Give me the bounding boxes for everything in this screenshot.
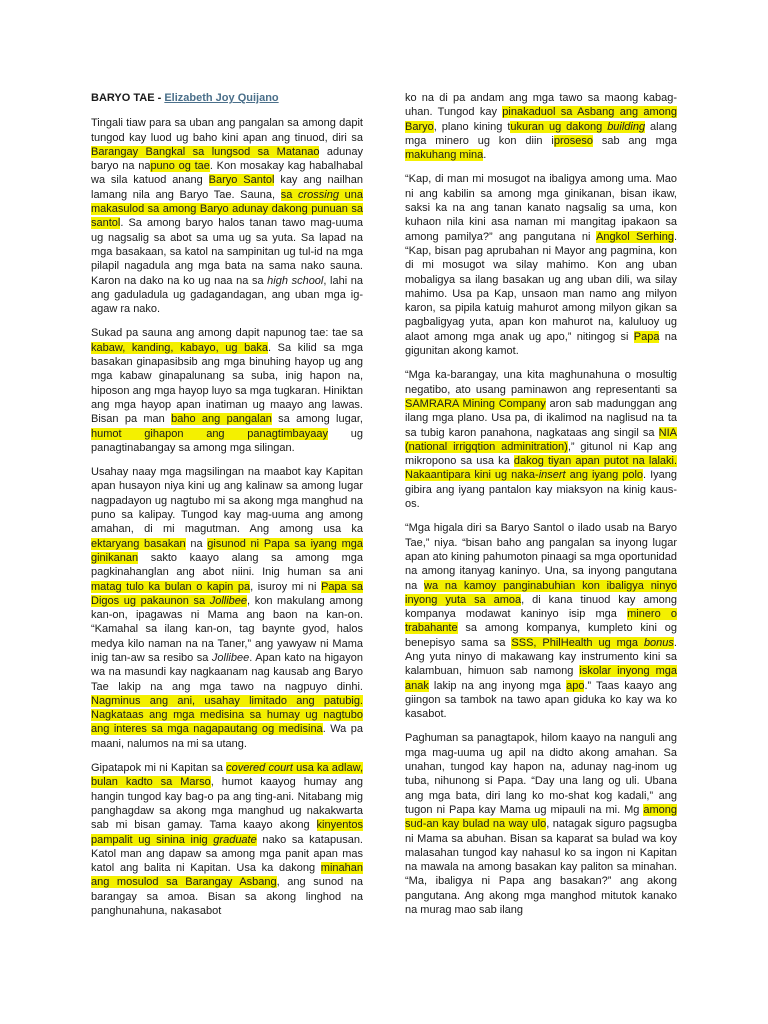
text-segment: , plano kining t — [433, 120, 511, 133]
highlighted-text: makuhang mina — [405, 149, 484, 162]
text-segment: . “Kap, bisan pag aprubahan ni Mayor ang pagmina, kon di mi mosugot wa silay mahimo. Kon ang uban mobaligya sa ilang basakan ug ang uban dili, wa silay mahimo. Usa pa Kap, unsaon man namo ang milyon karon, sa pipila katuig mahurot among milyon gikan sa pagbaligyag yuta, apan kon mahurot na, kaluluoy ug alaot among mga anak ug apo,” nitingog si — [405, 230, 677, 343]
text-segment: . Ang yuta ninyo di makawang kay instrumento kini sa kalambuan, himuon sab namong — [405, 636, 677, 678]
paragraph — [91, 326, 363, 455]
highlighted-text: matag tulo ka bulan o kapin pa — [91, 580, 251, 593]
paragraph — [91, 761, 363, 918]
highlighted-text: ukuran ug dakong — [510, 120, 608, 133]
text-segment: Sukad pa sauna ang among dapit napunog tae: tae sa — [91, 327, 363, 340]
text-segment: lakip na ang inyong mga — [428, 679, 567, 692]
highlighted-text: ang iyang polo — [565, 469, 644, 482]
highlighted-text: usa ka adlaw, bulan kadto sa Marso — [91, 762, 363, 789]
highlighted-text: crossing — [298, 188, 339, 201]
highlighted-text: baho ang pangalan — [171, 413, 272, 426]
text-segment: Usahay naay mga magsilingan na maabot kay Kapitan apan husayon niya kini ug ang kalinaw sa among lugar nagpadayon ug nagtubo mi sa akong mga manghud na puno sa kalipay. Tungod kay mag-uuma ang among amahan, di mi magutman. Ang among usa ka — [91, 466, 363, 536]
paragraph — [405, 172, 677, 358]
article-header — [91, 91, 363, 105]
highlighted-text: sa — [280, 188, 298, 201]
highlighted-text: kinyentos pampalit ug sinina inig — [91, 819, 363, 846]
highlighted-text: building — [607, 120, 646, 133]
text-segment: sa among lugar, — [271, 413, 363, 426]
highlighted-text: Baryo Santol — [208, 174, 275, 187]
highlighted-text: proseso — [553, 134, 593, 147]
text-segment: Gipatapok mi ni Kapitan sa — [91, 762, 227, 775]
highlighted-text: dakog tiyan apan putot na lalaki. Nakaantipara kini ug naka- — [405, 455, 678, 482]
paragraph — [91, 465, 363, 751]
highlighted-text: Papa sa Digos ug pakaunon sa — [91, 580, 364, 607]
text-segment: Jollibee — [211, 651, 250, 664]
text-segment: adunay baryo na na — [91, 145, 363, 173]
highlighted-text: minero o trabahante — [405, 608, 678, 635]
text-segment: . Apan kato na higayon wa na masundi kay nagkaanam nag kausab ang Baryo Tae lakip na ang mga tawo na nagpuyo dinhi. — [91, 651, 363, 693]
text-segment: na gigunitan akong kamot. — [405, 330, 677, 358]
paragraph — [405, 521, 677, 721]
text-segment: . — [483, 149, 487, 162]
highlighted-text: among sud-an kay bulad na way ulo — [405, 803, 677, 831]
left-column — [91, 91, 363, 928]
text-segment: .” Taas kaayo ang giingon sa tambok na tawo apan giduka ko kay wa ko kasabot. — [405, 679, 677, 721]
text-segment: , kon makulang among kan-on, ipagawas ni Mama ang baon na kan-on. “Kamahal sa ilang kan-on, tag baynte gyod, halos medya kilo naman na na Taner,” ang yawyaw ni Mama inig tan-aw sa resibo sa — [91, 594, 363, 664]
text-segment: , lahi na ang gaduladula ug gadagandagan, ang uban mga ig-agaw ra nako. — [91, 274, 363, 316]
highlighted-text: Jollibee — [209, 594, 248, 607]
text-segment: aron sab madunggan ang ilang mga plano. Usa pa, di ikalimod na naglisud na ta sa tubig karon panahona, nagkataas ang singil sa — [405, 397, 677, 439]
text-segment: sab ang mga — [592, 134, 678, 147]
highlighted-text: covered court — [226, 762, 293, 775]
highlighted-text: Angkol Serhing — [596, 230, 674, 243]
highlighted-text: pinakaduol sa Asbang ang among Baryo — [405, 106, 677, 133]
text-segment: Paghuman sa panagtapok, hilom kaayo na nanguli ang mga mag-uuma ug apil na didto akong amahan. Sa unahan, tungod kay hapon na, adunay nag-inom ug tuba, nihunong si Papa. “Day una lang og uli. Ubana ang mga bata, diri lang ko mo-shat kog kadali,” ang tugon ni Papa kay Mama ug mipauli na mi. Mg — [405, 732, 677, 816]
highlighted-text: kabaw, kanding, kabayo, ug baka — [91, 341, 268, 354]
highlighted-text: Papa — [633, 330, 660, 343]
text-segment: alang mga minero ug kon diin i — [405, 120, 677, 147]
highlighted-text: Barangay Bangkal sa lungsod sa Matanao — [91, 145, 320, 158]
text-segment: ,” gitunol ni Kap ang mikropono sa usa ka — [405, 440, 677, 468]
text-segment: sa among kompanya, kumpleto kini og benepisyo sama sa — [405, 622, 677, 649]
text-segment: , ang sunod na barangay sa amoa. Bisan sa akong linghod na panghunahuna, nakasabot — [91, 876, 364, 918]
text-segment: . Wa pa maani, nalumos na mi sa utang. — [91, 723, 364, 750]
highlighted-text: wa na kamoy panginabuhian kon ibaligya ninyo inyong yuta sa amoa — [405, 579, 677, 606]
text-segment: , humot kaayog humay ang hangin tungod kay bag-o pa ang ting-ani. Nitabang mig panghagdaw sa akong mga manghud ug nakakwarta sab mi bisan gamay. Tama kaayo akong — [91, 776, 363, 832]
highlighted-text: SSS, PhilHealth ug mga — [511, 636, 644, 649]
text-segment: . Kon mosakay kag habalhabal wa sila katuod anang — [91, 160, 363, 187]
highlighted-text: graduate — [213, 833, 257, 846]
text-segment: nako sa katapusan. Katol man ang dapaw sa among mga panit apan mas katol ang balita ni Kapitan. Usa ka dakong — [91, 833, 363, 875]
text-segment: “Mga higala diri sa Baryo Santol o ilado usab na Baryo Tae,” niya. “bisan baho ang pangalan sa inyong lugar apan ato kining pahumoton pinaagi sa mga oportunidad na among itanyag kaninyo. Una, sa inyong pangutana na — [405, 522, 677, 592]
article-title: BARYO TAE - — [91, 92, 162, 104]
text-segment: , natagak siguro pagsugba ni Mama sa abuhan. Bisan sa kaparat sa bulad wa koy malasahan tungod kay nahasul ko sa ingon ni Kapitan na mawala na among basakan kay paliton sa minahan. “Ma, ibaligya ni Papa ang basakan?” ang akong pangutana. Ang akong mga manghod mitutok kanako na murag mao sab ilang — [405, 818, 677, 917]
highlighted-text: SAMRARA Mining Company — [405, 397, 546, 410]
text-segment: “Kap, di man mi mosugot na ibaligya among uma. Mao ni ang kabilin sa among mga ginikanan, bisan ikaw, saksi ka na ang tanan kanato nagsalig sa uma, kon kuhaon nila kini asa naman mi mangitag ipakaon sa among pamilya?” ang pangutana ni — [405, 173, 677, 243]
text-segment: ug panagtinabangay sa among mga silingan. — [91, 427, 364, 454]
paragraph — [405, 368, 677, 511]
highlighted-text: iskolar inyong mga anak — [405, 665, 677, 692]
text-segment: na — [185, 537, 208, 550]
text-segment: , isuroy mi ni — [250, 580, 322, 593]
text-segment: . Sa kilid sa mga basakan ginapasibsib ang mga binuhing hayop ug ang mga kabaw ginapalunang sa suba, inig hapon na, hiposon ang mga hayop luyo sa mga tugkaran. Hiniktan ang mga hayop apan inatiman ug maayo ang lawas. Bisan pa man — [91, 341, 363, 426]
text-segment: , di kana tinuod kay among kompanya modawat kaninyo isip mga — [405, 593, 677, 621]
text-segment: kay ang nailhan lamang nila ang Baryo Tae. Sauna, — [91, 174, 363, 201]
text-segment: “Mga ka-barangay, una kita maghunahuna o mosultig negatibo, ato usang paminawon ang representanti sa — [405, 369, 677, 396]
text-segment: high school — [267, 274, 324, 287]
text-segment: ko na di pa andam ang mga tawo sa maong kabag-uhan. Tungod kay — [405, 92, 677, 119]
highlighted-text: humot gihapon ang panagtimbayaay — [91, 427, 329, 440]
text-segment: . Sa among baryo halos tanan tawo mag-uuma ug nagsalig sa abot sa uma ug sa yuta. Sa lapad na mga basakaan, sa katol na sampinitan ug tul-id na mga pilapil nagadula ang mga bata na sama nako sauna. Karon na dako na ko ug naa na sa — [91, 217, 363, 287]
highlighted-text: NIA (national irrigqtion adminitration) — [405, 426, 677, 453]
paragraph — [91, 116, 363, 316]
highlighted-text: Nagminus ang ani, usahay limitado ang patubig. Nagkataas ang mga medisina sa humay ug nagtubo ang interes sa mga nagapautang og medisina — [91, 694, 363, 736]
highlighted-text: minahan ang mosulod sa Barangay Asbang — [91, 862, 363, 889]
text-segment: . Iyang gibira ang iyang pantalon kay miaksyon na kinig kaus-os. — [405, 469, 677, 511]
right-column — [405, 91, 677, 927]
highlighted-text: gisunod ni Papa sa iyang mga ginikanan — [91, 537, 363, 564]
paragraph — [405, 731, 677, 917]
paragraph — [405, 91, 677, 162]
highlighted-text: apo — [566, 679, 585, 692]
text-segment: sakto kaayo alang sa among mga pagkinahanglan ang abot niini. Inig human sa ani — [91, 551, 363, 579]
highlighted-text: ektaryang basakan — [91, 537, 186, 550]
author-link[interactable]: Elizabeth Joy Quijano — [164, 92, 279, 104]
highlighted-text: bonus — [643, 636, 674, 649]
text-segment: Tingali tiaw para sa uban ang pangalan sa among dapit tungod kay luod ug baho kini apan ang tinuod, diri sa — [91, 117, 363, 144]
highlighted-text: una makasulod sa among Baryo adunay dakong punuan sa santol — [91, 188, 363, 230]
highlighted-text: puno og tae — [150, 160, 210, 173]
highlighted-text: insert — [538, 469, 566, 482]
